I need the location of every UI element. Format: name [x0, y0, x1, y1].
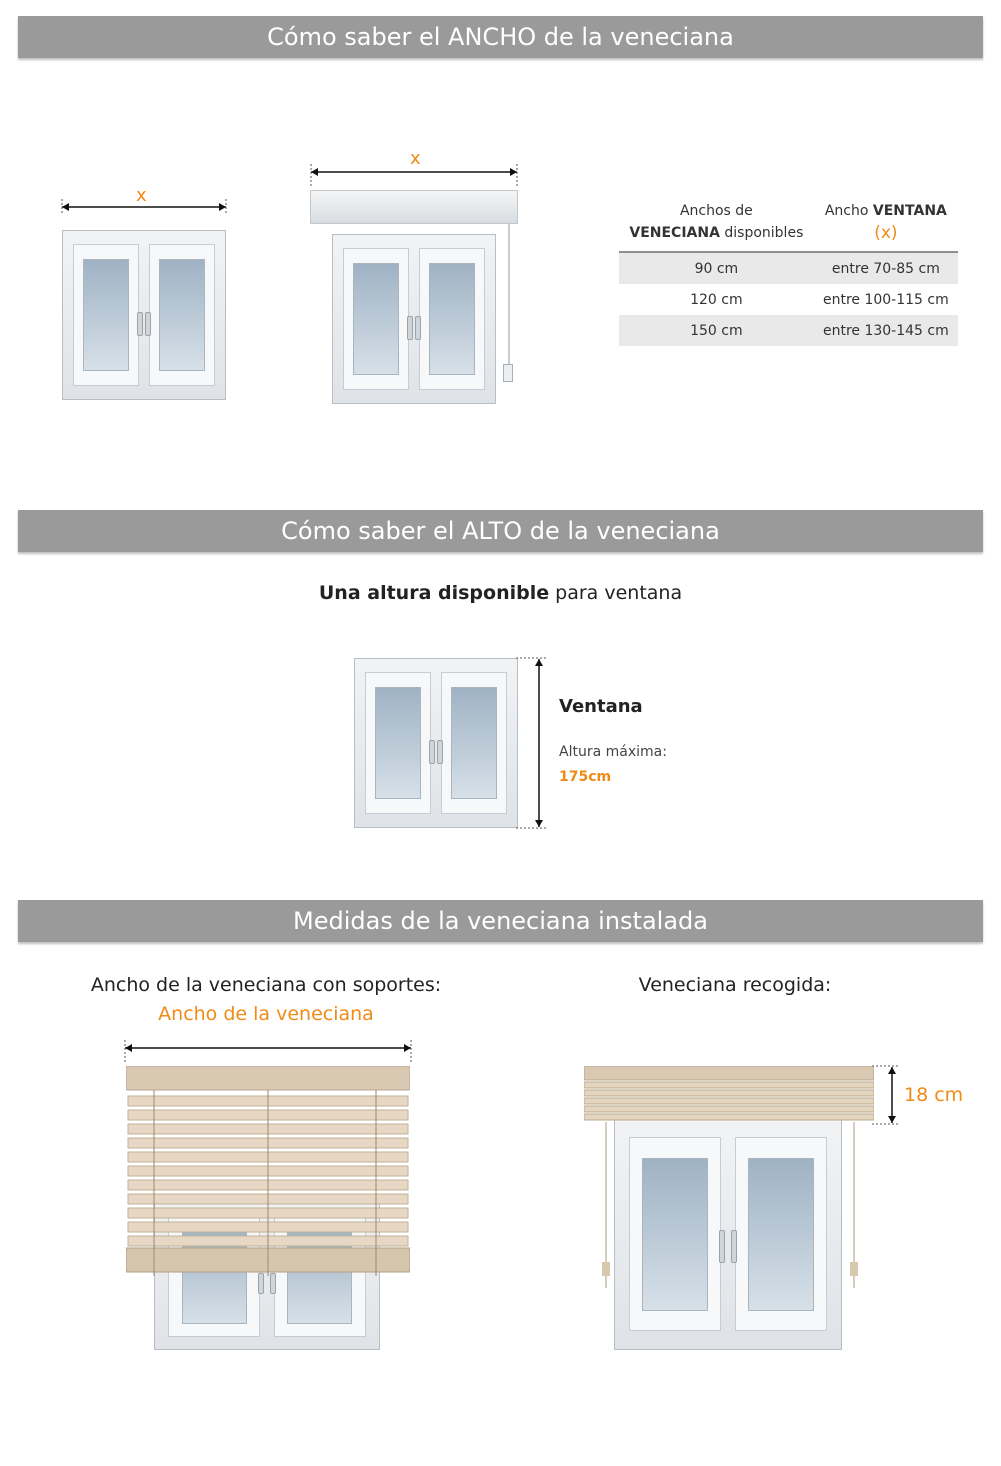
table-header-window: Ancho VENTANA (x): [824, 203, 947, 243]
dimension-arrow-icon: [122, 1040, 414, 1064]
stack-height-label: 18 cm: [904, 1084, 964, 1106]
installed-section-title: Medidas de la veneciana instalada: [18, 900, 983, 942]
blind-icon: [126, 1066, 410, 1276]
window-icon: [354, 658, 518, 828]
table-header-blind: Anchos de VENECIANA disponibles: [629, 203, 804, 241]
table-row: 150 cm entre 130-145 cm: [619, 315, 958, 346]
gathered-blind-icon: [584, 1066, 874, 1296]
installed-left-title: Ancho de la veneciana con soportes:: [90, 974, 442, 996]
width-dimension-1: [60, 185, 228, 215]
window-icon: [62, 230, 226, 400]
width-section-title: Cómo saber el ANCHO de la veneciana: [18, 16, 983, 58]
installed-left-subtitle: Ancho de la veneciana: [158, 1003, 374, 1025]
table-row: 120 cm entre 100-115 cm: [690, 291, 949, 308]
dimension-x-label: x: [410, 148, 421, 169]
width-dimension-2: [308, 148, 520, 188]
width-table: [619, 200, 958, 346]
headrail: [310, 190, 518, 224]
installed-right-title: Veneciana recogida:: [638, 974, 832, 996]
dimension-arrow-icon: [308, 164, 520, 188]
table-row: 90 cm entre 70-85 cm: [619, 252, 958, 284]
dimension-x-label: x: [136, 185, 147, 206]
height-arrow-icon: [872, 1064, 900, 1126]
window-label: Ventana: [559, 696, 643, 717]
height-arrow-icon: [516, 656, 546, 832]
height-intro: Una altura disponible para ventana: [318, 582, 683, 604]
height-section-title: Cómo saber el ALTO de la veneciana: [18, 510, 983, 552]
dimension-arrow-icon: [60, 199, 228, 215]
wand-handle: [503, 364, 513, 382]
max-height-label: Altura máxima:: [559, 744, 667, 760]
window-icon: [332, 234, 496, 404]
max-height-value: 175cm: [559, 769, 612, 785]
blind-wand: [508, 224, 510, 364]
